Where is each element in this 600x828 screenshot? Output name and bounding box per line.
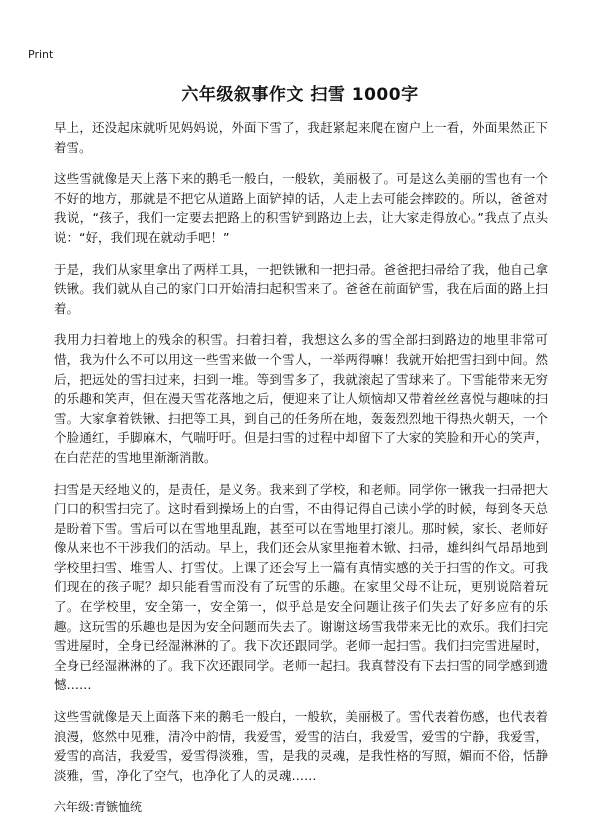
paragraph-1: 早上，还没起床就听见妈妈说，外面下雪了，我赶紧起来爬在窗户上一看，外面果然正下着雪。 [54, 120, 548, 155]
paragraph-2: 这些雪就像是天上落下来的鹅毛一般白，一般软，美丽极了。可是这么美丽的雪也有一个不好的地方，那就是不把它从道路上面铲掉的话，人走上去可能会摔跤的。所以，爸爸对我说，“孩子，我们一定要去把路上的积雪铲到路边上去，让大家走得放心。”我点了点头说：“好，我们现在就动手吧！” [54, 171, 548, 245]
paragraph-4: 我用力扫着地上的残余的积雪。扫着扫着，我想这么多的雪全部扫到路边的地里非常可惜，我为什么不可以用这一些雪来做一个雪人，一举两得嘛！我就开始把雪扫到中间。然后，把远处的雪扫过来，扫到一堆。等到雪多了，我就滚起了雪球来了。下雪能带来无穷的乐趣和笑声，但在漫天雪花落地之后，便迎来了让人烦恼却又带着丝丝喜悦与趣味的扫雪。大家拿着铁锹、扫把等工具，到自己的任务所在地，轰轰烈烈地干得热火朝天，一个个脸通红，手脚麻木，气喘吁吁。但是扫雪的过程中却留下了大家的笑脸和开心的笑声，在白茫茫的雪地里渐渐消散。 [54, 332, 548, 465]
article-body [54, 118, 548, 797]
paragraph-5: 扫雪是天经地义的，是责任，是义务。我来到了学校，和老师。同学你一锹我一扫帚把大门口的积雪扫完了。这时看到操场上的白雪，不由得记得自己读小学的时候，每到冬天总是盼着下雪。雪后可以在雪地里乱跑，甚至可以在雪地里打滚儿。那时候，家长、老师好像从来也不干涉我们的活动。早上，我们还会从家里拖着木锨、扫帚，雄纠纠气昂昂地到学校里扫雪、堆雪人、打雪仗。上课了还会写上一篇有真情实感的关于扫雪的作文。可我们现在的孩子呢？却只能看雪而没有了玩雪的乐趣。在家里父母不让玩，更别说陪着玩了。在学校里，安全第一，安全第一，似乎总是安全问题让孩子们失去了好多应有的乐趣。这玩雪的乐趣也是因为安全问题而失去了。谢谢这场雪我带来无比的欢乐。我们扫完雪进屋时，全身已经湿淋淋的了。我下次还跟同学。老师一起扫雪。我们扫完雪进屋时，全身已经湿淋淋的了。我下次还跟同学。老师一起扫。我真替没有下去扫雪的同学感到遗憾…… [54, 481, 548, 693]
print-link[interactable]: Print [28, 48, 54, 61]
paragraph-3: 于是，我们从家里拿出了两样工具，一把铁锹和一把扫帚。爸爸把扫帚给了我，他自己拿铁锹。我们就从自己的家门口开始清扫起积雪来了。爸爸在前面铲雪，我在后面的路上扫着。 [54, 261, 548, 316]
paragraph-6: 这些雪就像是天上面落下来的鹅毛一般白，一般软，美丽极了。雪代表着伤感，也代表着浪漫，悠然中见雅，清冷中韵情，我爱雪，爱雪的洁白，我爱雪，爱雪的宁静，我爱雪，爱雪的高洁，我爱雪，爱雪得淡雅，雪，是我的灵魂，是我性格的写照，媚而不俗，恬静淡雅，雪，净化了空气，也净化了人的灵魂…… [54, 709, 548, 783]
article-title: 六年级叙事作文 扫雪 1000字 [181, 85, 419, 105]
footer-grade-label: 六年级:青镞恤统 [54, 800, 143, 814]
